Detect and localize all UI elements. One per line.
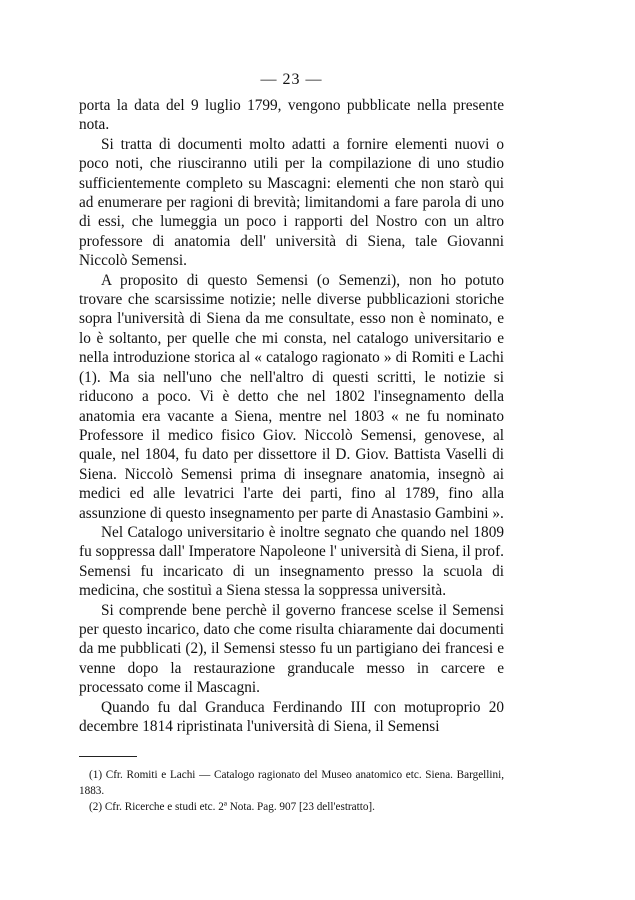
- footnote-2: (2) Cfr. Ricerche e studi etc. 2ª Nota. Pag. 907 [23 dell'estratto].: [89, 801, 375, 814]
- footnotes: [79, 767, 504, 815]
- paragraph-5: Si comprende bene perchè il governo francese scelse il Semensi per questo incarico, dato che come risulta chiaramente dai documenti da me pubblicati (2), il Semensi stesso fu un partigiano dei francesi e venne dopo la restaurazione granducale messo in carcere e processato come il Mascagni.: [79, 601, 504, 697]
- footnote-divider: [79, 756, 137, 757]
- paragraph-3: A proposito di questo Semensi (o Semenzi), non ho potuto trovare che scarsissime notizie; nelle diverse pubblicazioni storiche sopra l'università di Siena da me consultate, esso non è nominato, e lo è soltanto, per quelle che mi consta, nel catalogo universitario e nella introduzione storica al « catalogo ragionato » di Romiti e Lachi (1). Ma sia nell'uno che nell'altro di questi scritti, le notizie si riducono a poco. Vi è detto che nel 1802 l'insegnamento della anatomia era vacante a Siena, mentre nel 1803 « ne fu nominato Professore il medico fisico Giov. Niccolò Semensi, genovese, al quale, nel 1804, fu dato per dissettore il D. Giov. Battista Vaselli di Siena. Niccolò Semensi prima di insegnare anatomia, insegnò ai medici ed alle levatrici l'arte dei parti, fino al 1789, fino alla assunzione di questo insegnamento per parte di Anastasio Gambini ».: [79, 271, 504, 522]
- paragraph-6: Quando fu dal Granduca Ferdinando III con motuproprio 20 decembre 1814 ripristinata l'università di Siena, il Semensi: [79, 698, 504, 735]
- body-text: [79, 96, 504, 736]
- paragraph-2: Si tratta di documenti molto adatti a fornire elementi nuovi o poco noti, che riusciranno utili per la compilazione di uno studio sufficientemente completo su Mascagni: elementi che non starò qui ad enumerare per ragioni di brevità; limitandomi a fare parola di uno di essi, che lumeggia un poco i rapporti del Nostro con un altro professore di anatomia dell' università di Siena, tale Giovanni Niccolò Semensi.: [79, 135, 504, 270]
- paragraph-1: porta la data del 9 luglio 1799, vengono pubblicate nella presente nota.: [79, 97, 504, 134]
- document-page: [79, 70, 504, 815]
- paragraph-4: Nel Catalogo universitario è inoltre segnato che quando nel 1809 fu soppressa dall' Imperatore Napoleone l' università di Siena, il prof. Semensi fu incaricato di un insegnamento presso la scuola di medicina, che sostituì a Siena stessa la soppressa università.: [79, 523, 504, 600]
- page-number: — 23 —: [260, 71, 323, 88]
- footnote-1: (1) Cfr. Romiti e Lachi — Catalogo ragionato del Museo anatomico etc. Siena. Bargellini, 1883.: [79, 769, 504, 798]
